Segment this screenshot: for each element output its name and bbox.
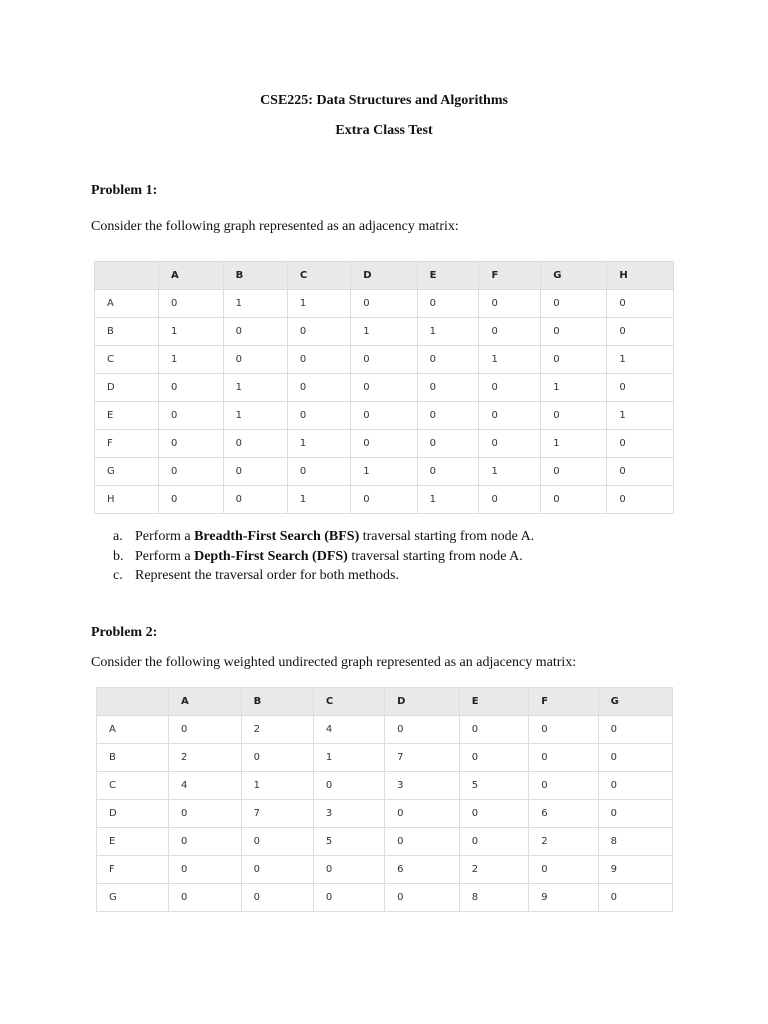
column-header: E	[417, 262, 479, 290]
column-header: F	[529, 688, 598, 716]
table-cell: 0	[313, 856, 384, 884]
table-cell: 0	[351, 430, 417, 458]
row-header: E	[97, 828, 169, 856]
table-cell: 0	[479, 402, 541, 430]
table-cell: 1	[417, 486, 479, 514]
table-cell: 0	[159, 402, 224, 430]
table-row	[97, 744, 673, 772]
list-marker: b.	[113, 548, 124, 564]
table-cell: 0	[459, 800, 528, 828]
row-header: D	[97, 800, 169, 828]
table-cell: 0	[241, 744, 313, 772]
table-cell: 0	[459, 744, 528, 772]
table-cell: 0	[351, 290, 417, 318]
adjacency-matrix-table	[94, 261, 674, 514]
table-row	[97, 800, 673, 828]
task-bold-text: Breadth-First Search (BFS)	[194, 529, 360, 544]
corner-header	[95, 262, 159, 290]
table-cell: 0	[169, 800, 242, 828]
table-cell: 0	[598, 744, 672, 772]
table-cell: 0	[598, 800, 672, 828]
table-cell: 0	[159, 486, 224, 514]
table-cell: 9	[529, 884, 598, 912]
task-text: Represent the traversal order for both methods.	[135, 568, 399, 583]
column-header: A	[159, 262, 224, 290]
table-cell: 0	[287, 374, 350, 402]
table-cell: 0	[479, 430, 541, 458]
list-item	[113, 566, 534, 586]
table-cell: 0	[159, 374, 224, 402]
task-text: traversal starting from node A.	[347, 548, 523, 564]
table-cell: 0	[223, 430, 287, 458]
table-cell: 0	[287, 402, 350, 430]
table-cell: 6	[529, 800, 598, 828]
row-header: G	[95, 458, 159, 486]
table-cell: 1	[479, 458, 541, 486]
table-cell: 0	[313, 772, 384, 800]
table-cell: 0	[287, 318, 350, 346]
table-cell: 1	[223, 290, 287, 318]
row-header: F	[97, 856, 169, 884]
table-cell: 0	[351, 346, 417, 374]
table-cell: 0	[351, 374, 417, 402]
row-header: B	[97, 744, 169, 772]
corner-header	[97, 688, 169, 716]
table-cell: 0	[417, 402, 479, 430]
table-cell: 0	[241, 884, 313, 912]
table-cell: 0	[459, 716, 528, 744]
table-cell: 0	[287, 458, 350, 486]
table-cell: 0	[159, 290, 224, 318]
table-cell: 0	[169, 716, 242, 744]
column-header: C	[287, 262, 350, 290]
table-cell: 1	[287, 430, 350, 458]
row-header: H	[95, 486, 159, 514]
test-title: Extra Class Test	[335, 123, 433, 138]
table-cell: 1	[351, 318, 417, 346]
table-cell: 0	[169, 856, 242, 884]
table-cell: 1	[607, 402, 674, 430]
table-cell: 0	[169, 884, 242, 912]
table-cell: 1	[223, 402, 287, 430]
table-cell: 0	[529, 856, 598, 884]
list-item	[113, 527, 534, 547]
table-row	[97, 772, 673, 800]
task-list	[113, 527, 534, 586]
list-marker: a.	[113, 529, 123, 544]
table-cell: 0	[541, 318, 607, 346]
table-cell: 0	[459, 828, 528, 856]
table-row	[95, 374, 674, 402]
table-cell: 1	[223, 374, 287, 402]
table-cell: 0	[385, 716, 460, 744]
column-header: H	[607, 262, 674, 290]
table-cell: 0	[223, 458, 287, 486]
table-cell: 6	[385, 856, 460, 884]
table-cell: 0	[479, 318, 541, 346]
table-cell: 0	[607, 486, 674, 514]
table-row	[97, 856, 673, 884]
row-header: E	[95, 402, 159, 430]
table-cell: 0	[385, 884, 460, 912]
table-cell: 1	[241, 772, 313, 800]
column-header: C	[313, 688, 384, 716]
row-header: C	[97, 772, 169, 800]
problem1-intro: Consider the following graph represented as an adjacency matrix:	[91, 219, 459, 234]
row-header: A	[97, 716, 169, 744]
table-cell: 0	[479, 290, 541, 318]
table-cell: 1	[417, 318, 479, 346]
table-cell: 0	[607, 430, 674, 458]
table-cell: 7	[241, 800, 313, 828]
table-cell: 0	[417, 346, 479, 374]
table-cell: 0	[351, 402, 417, 430]
table-cell: 2	[459, 856, 528, 884]
list-marker: c.	[113, 568, 123, 583]
table-cell: 1	[541, 374, 607, 402]
column-header: B	[223, 262, 287, 290]
table-cell: 0	[607, 458, 674, 486]
table-cell: 0	[607, 374, 674, 402]
table-cell: 1	[159, 346, 224, 374]
task-bold-text: Depth-First Search (DFS)	[194, 548, 348, 564]
table-cell: 0	[598, 716, 672, 744]
table-cell: 8	[459, 884, 528, 912]
table-cell: 0	[529, 716, 598, 744]
table-cell: 0	[541, 458, 607, 486]
table-cell: 2	[169, 744, 242, 772]
table-cell: 0	[541, 486, 607, 514]
table-row	[95, 318, 674, 346]
column-header: E	[459, 688, 528, 716]
task-text: traversal starting from node A.	[359, 529, 535, 544]
table-cell: 5	[313, 828, 384, 856]
table-cell: 5	[459, 772, 528, 800]
table-row	[95, 290, 674, 318]
table-cell: 0	[541, 346, 607, 374]
table-row	[97, 828, 673, 856]
table-cell: 0	[417, 290, 479, 318]
course-title: CSE225: Data Structures and Algorithms	[260, 93, 508, 108]
table-cell: 0	[607, 290, 674, 318]
table-cell: 2	[529, 828, 598, 856]
table-cell: 4	[169, 772, 242, 800]
problem2-heading: Problem 2:	[91, 625, 158, 640]
row-header: C	[95, 346, 159, 374]
table-cell: 1	[351, 458, 417, 486]
table-row	[97, 716, 673, 744]
column-header: G	[598, 688, 672, 716]
row-header: G	[97, 884, 169, 912]
table-row	[95, 402, 674, 430]
task-text: Perform a	[135, 529, 195, 544]
row-header: B	[95, 318, 159, 346]
table-cell: 0	[159, 430, 224, 458]
table-cell: 8	[598, 828, 672, 856]
table-cell: 0	[598, 772, 672, 800]
table-cell: 0	[417, 430, 479, 458]
table-cell: 0	[529, 772, 598, 800]
table-cell: 0	[159, 458, 224, 486]
table-cell: 0	[541, 290, 607, 318]
list-item	[113, 547, 534, 567]
table-row	[95, 458, 674, 486]
table-cell: 3	[313, 800, 384, 828]
problem1-heading: Problem 1:	[91, 183, 158, 198]
column-header: D	[385, 688, 460, 716]
table-cell: 0	[385, 800, 460, 828]
table-cell: 0	[223, 486, 287, 514]
table-cell: 0	[241, 856, 313, 884]
column-header: A	[169, 688, 242, 716]
table-cell: 0	[169, 828, 242, 856]
column-header: F	[479, 262, 541, 290]
row-header: F	[95, 430, 159, 458]
table-header-row	[95, 262, 674, 290]
table-cell: 1	[479, 346, 541, 374]
table-cell: 3	[385, 772, 460, 800]
column-header: G	[541, 262, 607, 290]
table-cell: 0	[313, 884, 384, 912]
table-cell: 1	[287, 486, 350, 514]
table-cell: 1	[159, 318, 224, 346]
table-row	[95, 486, 674, 514]
task-text: Perform a	[135, 548, 195, 564]
table-row	[95, 430, 674, 458]
table-cell: 2	[241, 716, 313, 744]
table-cell: 0	[417, 374, 479, 402]
row-header: A	[95, 290, 159, 318]
weighted-adjacency-matrix-table	[96, 687, 673, 912]
table-cell: 0	[541, 402, 607, 430]
row-header: D	[95, 374, 159, 402]
table-header-row	[97, 688, 673, 716]
table-cell: 9	[598, 856, 672, 884]
table-cell: 1	[541, 430, 607, 458]
table-cell: 0	[223, 318, 287, 346]
table-cell: 1	[313, 744, 384, 772]
table-row	[97, 884, 673, 912]
table-cell: 1	[287, 290, 350, 318]
table-cell: 0	[241, 828, 313, 856]
table-cell: 0	[351, 486, 417, 514]
table-cell: 0	[607, 318, 674, 346]
table-cell: 0	[529, 744, 598, 772]
table-cell: 0	[479, 374, 541, 402]
table-row	[95, 346, 674, 374]
table-cell: 0	[598, 884, 672, 912]
column-header: D	[351, 262, 417, 290]
table-cell: 1	[607, 346, 674, 374]
table-cell: 4	[313, 716, 384, 744]
table-cell: 0	[417, 458, 479, 486]
column-header: B	[241, 688, 313, 716]
table-cell: 0	[287, 346, 350, 374]
table-cell: 0	[385, 828, 460, 856]
table-cell: 0	[479, 486, 541, 514]
problem2-intro: Consider the following weighted undirected graph represented as an adjacency matrix:	[91, 655, 577, 670]
table-cell: 7	[385, 744, 460, 772]
table-cell: 0	[223, 346, 287, 374]
